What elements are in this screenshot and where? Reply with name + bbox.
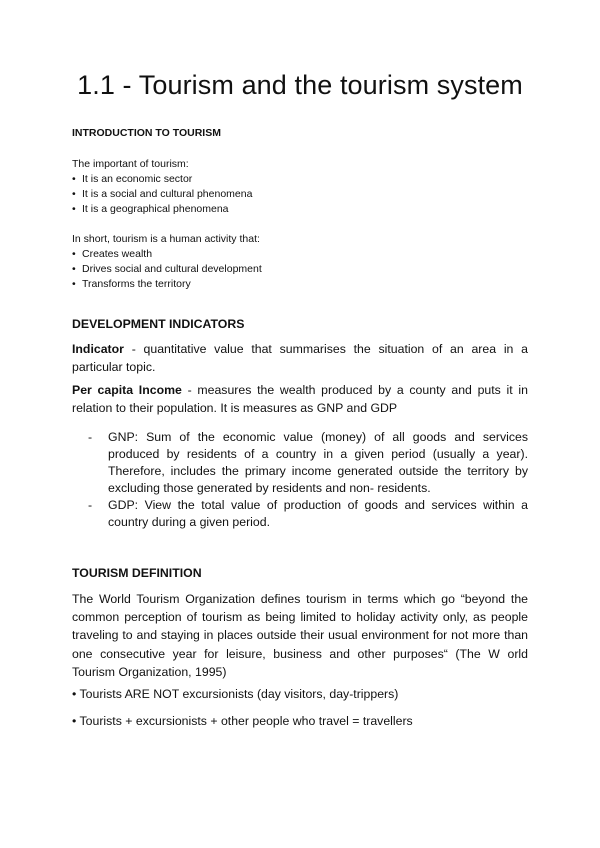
intro-lead-2: In short, tourism is a human activity that: bbox=[72, 233, 260, 245]
intro-bullet: • Drives social and cultural development bbox=[72, 263, 262, 275]
intro-bullet: • Transforms the territory bbox=[72, 278, 191, 290]
income-term: Per capita Income bbox=[72, 383, 182, 397]
income-definition: Per capita Income - measures the wealth produced by a county and puts it in relation to their population. It is measures as GNP and GDP bbox=[72, 383, 528, 416]
intro-bullet: • It is an economic sector bbox=[72, 173, 193, 185]
intro-bullet: • Creates wealth bbox=[72, 248, 153, 260]
indicator-term: Indicator bbox=[72, 342, 124, 356]
intro-heading: INTRODUCTION TO TOURISM bbox=[72, 127, 221, 139]
indicator-definition: Indicator - quantitative value that summarises the situation of an area in a particular topic. bbox=[72, 342, 528, 375]
intro-lead-1: The important of tourism: bbox=[72, 158, 189, 170]
definition-paragraph: The World Tourism Organization defines tourism in terms which go “beyond the common perception of tourism as being limited to holiday activity only, as people traveling to and staying in places outside their usual environment for not more than one consecutive year for leisure, business and other purposes“ (The W orld Tourism Organization, 1995) bbox=[72, 592, 528, 679]
page-title: 1.1 - Tourism and the tourism system bbox=[77, 70, 523, 100]
definition-heading: TOURISM DEFINITION bbox=[72, 566, 202, 580]
intro-bullet: • It is a social and cultural phenomena bbox=[72, 188, 253, 200]
definition-bullet: • Tourists ARE NOT excursionists (day visitors, day-trippers) bbox=[72, 687, 399, 701]
gnp-item: - GNP: Sum of the economic value (money) of all goods and services produced by residents of a country in a given period (usually a year). Therefore, includes the primary income generated outside the territory by excluding those generated by residents and non- residents. bbox=[88, 430, 528, 495]
development-heading: DEVELOPMENT INDICATORS bbox=[72, 317, 245, 331]
gdp-item: - GDP: View the total value of production of goods and services within a country during a given period. bbox=[88, 498, 528, 529]
definition-bullet: • Tourists + excursionists + other people who travel = travellers bbox=[72, 714, 413, 728]
intro-bullet: • It is a geographical phenomena bbox=[72, 203, 229, 215]
